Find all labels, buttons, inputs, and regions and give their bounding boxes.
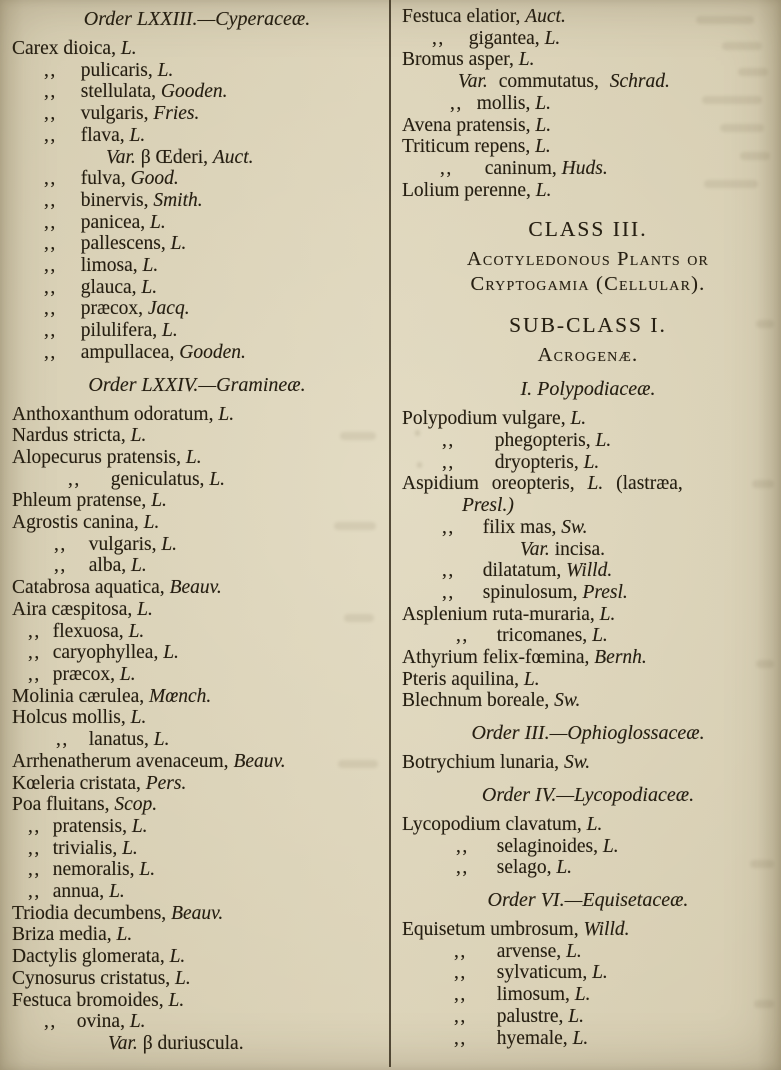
species-text: commutatus, bbox=[487, 71, 610, 93]
species-line bbox=[400, 115, 776, 137]
species-text: tricomanes, bbox=[496, 625, 593, 647]
species-text: Kœleria cristata, bbox=[12, 772, 146, 794]
species-line bbox=[10, 1033, 384, 1055]
species-line bbox=[10, 534, 384, 556]
ditto-mark: ,, bbox=[442, 581, 455, 603]
species-text: Poa fluitans, bbox=[12, 794, 115, 816]
species-line bbox=[10, 425, 384, 447]
species-text: Anthoxanthum odoratum, bbox=[12, 403, 219, 425]
species-line bbox=[400, 625, 776, 647]
species-text: arvense, bbox=[496, 940, 567, 962]
species-text: Dactylis glomerata, bbox=[12, 946, 170, 968]
ditto-mark: ,, bbox=[44, 341, 57, 363]
species-text: ovina, bbox=[76, 1011, 130, 1033]
species-text: Lolium perenne, bbox=[402, 179, 536, 201]
species-line bbox=[400, 857, 776, 879]
authority: L. bbox=[586, 813, 603, 835]
authority: L. bbox=[209, 468, 226, 490]
ditto-mark: ,, bbox=[28, 837, 41, 859]
authority: L. bbox=[143, 512, 160, 534]
authority: L. bbox=[120, 38, 137, 59]
species-line bbox=[10, 60, 384, 82]
authority: L. bbox=[544, 27, 561, 49]
authority: Willd. bbox=[583, 918, 630, 940]
authority: L. bbox=[109, 881, 125, 903]
species-text: incisa. bbox=[549, 538, 606, 560]
species-line bbox=[400, 962, 776, 984]
smallcaps-heading: Cryptogamia (Cellular). bbox=[470, 273, 706, 296]
authority: L. bbox=[129, 1011, 146, 1033]
species-text: selago, bbox=[496, 857, 557, 879]
species-text: Carex dioica, bbox=[12, 38, 121, 59]
authority: L. bbox=[523, 668, 540, 690]
species-line bbox=[10, 81, 384, 103]
authority: L. bbox=[157, 59, 174, 81]
species-line bbox=[400, 180, 776, 202]
authority: L. bbox=[568, 1005, 584, 1027]
species-line bbox=[400, 495, 776, 517]
species-text: Nardus stricta, bbox=[12, 425, 131, 447]
ditto-mark: ,, bbox=[454, 940, 467, 962]
species-text: Botrychium lunaria, bbox=[402, 752, 564, 774]
ditto-mark: ,, bbox=[44, 211, 57, 233]
authority: L. bbox=[535, 92, 551, 114]
species-text: selaginoides, bbox=[496, 835, 603, 857]
authority: Willd. bbox=[566, 560, 613, 582]
species-line bbox=[10, 125, 384, 147]
species-text: hyemale, bbox=[496, 1027, 573, 1049]
species-line bbox=[400, 93, 776, 115]
authority: L. bbox=[131, 815, 148, 837]
species-text: Arrhenatherum avenaceum, bbox=[12, 750, 234, 772]
species-text: ampullacea, bbox=[80, 341, 180, 363]
species-text: mollis, bbox=[476, 92, 536, 114]
species-text: pilulifera, bbox=[80, 320, 162, 342]
authority: Beauv. bbox=[233, 750, 286, 772]
ditto-mark: ,, bbox=[44, 59, 57, 81]
ditto-mark: ,, bbox=[54, 533, 67, 555]
species-line bbox=[10, 816, 384, 838]
species-line bbox=[400, 836, 776, 858]
species-text: Avena pratensis, bbox=[402, 114, 536, 136]
species-line bbox=[10, 447, 384, 469]
authority: Var. bbox=[458, 71, 488, 93]
species-text: Triodia decumbens, bbox=[12, 902, 172, 924]
authority: L. bbox=[168, 989, 185, 1011]
species-line bbox=[10, 990, 384, 1012]
species-text: nemoralis, bbox=[52, 859, 140, 881]
authority: L. bbox=[128, 620, 145, 642]
authority: L. bbox=[129, 124, 146, 146]
species-text: glauca, bbox=[80, 276, 142, 298]
species-line bbox=[400, 814, 776, 836]
species-line bbox=[10, 190, 384, 212]
species-text: phegopteris, bbox=[494, 430, 596, 452]
authority: Var. bbox=[520, 538, 550, 560]
species-line bbox=[10, 773, 384, 795]
species-text: Equisetum umbrosum, bbox=[402, 918, 584, 940]
species-text: flexuosa, bbox=[52, 620, 129, 642]
ditto-mark: ,, bbox=[44, 81, 57, 103]
authority: Pers. bbox=[145, 772, 187, 794]
species-text: lanatus, bbox=[88, 729, 154, 751]
species-line bbox=[10, 212, 384, 234]
species-text: filix mas, bbox=[482, 516, 562, 538]
species-line bbox=[10, 664, 384, 686]
authority: Auct. bbox=[525, 6, 566, 27]
species-text: Aspidium oreopteris, bbox=[402, 473, 588, 495]
authority: L. bbox=[518, 49, 535, 71]
species-line bbox=[10, 469, 384, 491]
authority: L. bbox=[595, 430, 612, 452]
species-text: Asplenium ruta-muraria, bbox=[402, 603, 600, 625]
species-text: panicea, bbox=[80, 211, 151, 233]
left-column bbox=[10, 6, 384, 1055]
ditto-mark: ,, bbox=[44, 255, 57, 277]
authority: Var. bbox=[106, 146, 136, 168]
authority: L. bbox=[130, 555, 147, 577]
species-text: annua, bbox=[52, 881, 110, 903]
species-line bbox=[10, 147, 384, 169]
authority: L. bbox=[556, 857, 573, 879]
species-text: Phleum pratense, bbox=[12, 490, 152, 512]
species-line bbox=[400, 1028, 776, 1050]
species-text: vulgaris, bbox=[88, 533, 162, 555]
authority: L. bbox=[592, 625, 608, 647]
species-text: palustre, bbox=[496, 1005, 569, 1027]
authority: L. bbox=[599, 603, 616, 625]
authority: L. bbox=[566, 940, 582, 962]
species-line bbox=[10, 859, 384, 881]
species-text: limosum, bbox=[496, 984, 575, 1006]
species-line bbox=[10, 924, 384, 946]
species-text: β Œderi, bbox=[135, 146, 213, 168]
ditto-mark: ,, bbox=[28, 859, 41, 881]
ditto-mark: ,, bbox=[442, 430, 455, 452]
ditto-mark: ,, bbox=[454, 962, 467, 984]
species-line bbox=[10, 968, 384, 990]
ditto-mark: ,, bbox=[28, 663, 41, 685]
ditto-mark: ,, bbox=[454, 984, 467, 1006]
authority: Mœnch. bbox=[149, 685, 212, 707]
species-text: Briza media, bbox=[12, 924, 117, 946]
authority: Sw. bbox=[561, 516, 588, 538]
species-line bbox=[10, 490, 384, 512]
species-line bbox=[10, 320, 384, 342]
species-line bbox=[10, 168, 384, 190]
species-text: Festuca bromoides, bbox=[12, 989, 169, 1011]
ditto-mark: ,, bbox=[442, 516, 455, 538]
species-text: Festuca elatior, bbox=[402, 6, 526, 27]
authority: L. bbox=[139, 859, 156, 881]
species-text: β duriuscula. bbox=[137, 1032, 244, 1054]
ditto-mark: ,, bbox=[44, 320, 57, 342]
authority: L. bbox=[535, 136, 551, 158]
species-line bbox=[400, 560, 776, 582]
species-line bbox=[400, 71, 776, 93]
species-text: Agrostis canina, bbox=[12, 512, 144, 534]
ditto-mark: ,, bbox=[28, 881, 41, 903]
species-line bbox=[10, 404, 384, 426]
authority: Gooden. bbox=[160, 81, 228, 103]
authority: L. bbox=[587, 473, 604, 495]
species-text: Triticum repens, bbox=[402, 136, 536, 158]
species-line bbox=[400, 452, 776, 474]
species-line bbox=[10, 946, 384, 968]
ditto-mark: ,, bbox=[44, 1011, 57, 1033]
authority: L. bbox=[175, 967, 191, 989]
authority: L. bbox=[592, 962, 608, 984]
species-line bbox=[10, 512, 384, 534]
species-line bbox=[400, 941, 776, 963]
species-text: Catabrosa aquatica, bbox=[12, 577, 170, 599]
species-text: pulicaris, bbox=[80, 59, 158, 81]
species-text: spinulosum, bbox=[482, 581, 583, 603]
authority: Sw. bbox=[554, 690, 581, 712]
authority: L. bbox=[169, 946, 186, 968]
authority: Jacq. bbox=[147, 298, 190, 320]
species-text: Cynosurus cristatus, bbox=[12, 967, 176, 989]
species-text: pratensis, bbox=[52, 815, 132, 837]
ditto-mark: ,, bbox=[456, 857, 469, 879]
species-line bbox=[10, 729, 384, 751]
species-text: stellulata, bbox=[80, 81, 161, 103]
ditto-mark: ,, bbox=[442, 451, 455, 473]
order-heading: Order VI.—Equisetaceæ. bbox=[487, 888, 689, 911]
species-text: sylvaticum, bbox=[496, 962, 593, 984]
species-text: limosa, bbox=[80, 255, 143, 277]
species-line bbox=[400, 136, 776, 158]
ditto-mark: ,, bbox=[68, 468, 81, 490]
species-text: caryophyllea, bbox=[52, 642, 164, 664]
order-heading: I. Polypodiaceæ. bbox=[520, 378, 656, 401]
authority: L. bbox=[116, 924, 133, 946]
ditto-mark: ,, bbox=[28, 642, 41, 664]
authority: L. bbox=[161, 533, 178, 555]
authority: Presl.) bbox=[462, 495, 514, 517]
species-line bbox=[400, 408, 776, 430]
authority: Var. bbox=[108, 1032, 138, 1054]
authority: Beauv. bbox=[169, 577, 222, 599]
authority: L. bbox=[122, 837, 138, 859]
species-line bbox=[10, 233, 384, 255]
ditto-mark: ,, bbox=[44, 168, 57, 190]
authority: L. bbox=[583, 451, 600, 473]
ditto-mark: ,, bbox=[432, 27, 445, 49]
species-line bbox=[400, 158, 776, 180]
authority: L. bbox=[170, 233, 187, 255]
species-text: pallescens, bbox=[80, 233, 171, 255]
species-line bbox=[10, 642, 384, 664]
species-line bbox=[10, 255, 384, 277]
species-line bbox=[10, 903, 384, 925]
authority: L. bbox=[142, 255, 159, 277]
species-text: caninum, bbox=[484, 157, 562, 179]
ditto-mark: ,, bbox=[44, 276, 57, 298]
species-line bbox=[400, 647, 776, 669]
species-line bbox=[10, 555, 384, 577]
ditto-mark: ,, bbox=[450, 92, 463, 114]
authority: L. bbox=[163, 642, 179, 664]
species-line bbox=[400, 473, 776, 495]
smallcaps-heading: Acotyledonous Plants or bbox=[466, 248, 710, 271]
ditto-mark: ,, bbox=[454, 1027, 467, 1049]
authority: L. bbox=[185, 446, 202, 468]
authority: Schrad. bbox=[609, 71, 670, 93]
species-line bbox=[10, 1011, 384, 1033]
species-line bbox=[10, 838, 384, 860]
ditto-mark: ,, bbox=[28, 815, 41, 837]
species-line bbox=[400, 752, 776, 774]
authority: Gooden. bbox=[179, 341, 246, 363]
species-text: gigantea, bbox=[468, 27, 545, 49]
authority: Good. bbox=[130, 168, 179, 190]
ditto-mark: ,, bbox=[442, 560, 455, 582]
authority: L. bbox=[602, 835, 619, 857]
right-column bbox=[400, 6, 776, 1049]
authority: L. bbox=[161, 320, 178, 342]
species-line bbox=[10, 103, 384, 125]
column-divider-rule bbox=[389, 0, 391, 1067]
species-line bbox=[400, 49, 776, 71]
species-line bbox=[10, 794, 384, 816]
species-line bbox=[400, 669, 776, 691]
authority: L. bbox=[570, 408, 587, 430]
authority: Scop. bbox=[114, 794, 158, 816]
species-text: vulgaris, bbox=[80, 103, 154, 125]
authority: L. bbox=[535, 114, 552, 136]
order-heading: Order IV.—Lycopodiaceæ. bbox=[481, 783, 695, 806]
species-text: Molinia cærulea, bbox=[12, 685, 150, 707]
authority: Sw. bbox=[563, 752, 591, 774]
species-line bbox=[10, 686, 384, 708]
authority: L. bbox=[119, 663, 136, 685]
authority: L. bbox=[151, 490, 167, 512]
authority: Fries. bbox=[153, 103, 200, 125]
authority: Smith. bbox=[153, 189, 203, 211]
species-text: dilatatum, bbox=[482, 560, 567, 582]
species-text: fulva, bbox=[80, 168, 131, 190]
species-text: alba, bbox=[88, 555, 131, 577]
authority: L. bbox=[130, 425, 147, 447]
species-text: (lastræa, bbox=[603, 473, 683, 495]
species-line bbox=[400, 539, 776, 561]
smallcaps-heading: Acrogenæ. bbox=[537, 344, 639, 367]
species-text: Holcus mollis, bbox=[12, 707, 131, 729]
authority: Presl. bbox=[582, 581, 628, 603]
species-line bbox=[400, 604, 776, 626]
species-line bbox=[10, 599, 384, 621]
authority: L. bbox=[150, 211, 166, 233]
ditto-mark: ,, bbox=[440, 157, 453, 179]
species-line bbox=[10, 751, 384, 773]
order-heading: Order LXXIII.—Cyperaceæ. bbox=[83, 8, 311, 30]
ditto-mark: ,, bbox=[44, 189, 57, 211]
species-line bbox=[10, 577, 384, 599]
species-text: trivialis, bbox=[52, 837, 123, 859]
species-text: præcox, bbox=[52, 663, 120, 685]
order-heading: Order III.—Ophioglossaceæ. bbox=[471, 722, 705, 745]
ditto-mark: ,, bbox=[456, 835, 469, 857]
ditto-mark: ,, bbox=[44, 233, 57, 255]
species-line bbox=[10, 707, 384, 729]
species-text: binervis, bbox=[80, 189, 154, 211]
authority: L. bbox=[218, 403, 235, 425]
species-text: Alopecurus pratensis, bbox=[12, 446, 186, 468]
species-text: flava, bbox=[80, 124, 130, 146]
species-line bbox=[400, 28, 776, 50]
species-line bbox=[400, 919, 776, 941]
species-text: Aira cæspitosa, bbox=[12, 598, 138, 620]
species-text: Lycopodium clavatum, bbox=[402, 813, 587, 835]
ditto-mark: ,, bbox=[456, 625, 469, 647]
ditto-mark: ,, bbox=[44, 124, 57, 146]
species-line bbox=[400, 1006, 776, 1028]
ditto-mark: ,, bbox=[56, 729, 69, 751]
species-line bbox=[400, 6, 776, 28]
species-line bbox=[10, 298, 384, 320]
class-heading: CLASS III. bbox=[528, 217, 648, 242]
species-text: Pteris aquilina, bbox=[402, 668, 524, 690]
ditto-mark: ,, bbox=[28, 620, 41, 642]
authority: L. bbox=[137, 598, 153, 620]
species-line bbox=[10, 621, 384, 643]
authority: Auct. bbox=[212, 146, 254, 168]
species-line bbox=[400, 430, 776, 452]
species-line bbox=[10, 277, 384, 299]
species-text: Blechnum boreale, bbox=[402, 690, 555, 712]
authority: L. bbox=[153, 729, 170, 751]
order-heading: Order LXXIV.—Gramineæ. bbox=[88, 373, 306, 396]
authority: L. bbox=[574, 984, 591, 1006]
authority: L. bbox=[130, 707, 147, 729]
authority: Huds. bbox=[561, 157, 608, 179]
authority: L. bbox=[535, 179, 552, 201]
species-text: præcox, bbox=[80, 298, 148, 320]
authority: Bernh. bbox=[594, 647, 647, 669]
authority: L. bbox=[141, 276, 158, 298]
species-text: geniculatus, bbox=[110, 468, 210, 490]
class-heading: SUB-CLASS I. bbox=[509, 313, 667, 338]
species-line bbox=[10, 38, 384, 60]
ditto-mark: ,, bbox=[454, 1005, 467, 1027]
authority: L. bbox=[572, 1027, 589, 1049]
species-line bbox=[400, 984, 776, 1006]
ditto-mark: ,, bbox=[54, 555, 67, 577]
species-text: dryopteris, bbox=[494, 451, 584, 473]
species-text: Polypodium vulgare, bbox=[402, 408, 571, 430]
ditto-mark: ,, bbox=[44, 298, 57, 320]
species-line bbox=[10, 881, 384, 903]
species-text: Athyrium felix-fœmina, bbox=[402, 647, 595, 669]
authority: Beauv. bbox=[171, 902, 224, 924]
species-line bbox=[400, 517, 776, 539]
species-line bbox=[10, 342, 384, 364]
species-line bbox=[400, 582, 776, 604]
species-text: Bromus asper, bbox=[402, 49, 519, 71]
species-line bbox=[400, 690, 776, 712]
ditto-mark: ,, bbox=[44, 103, 57, 125]
